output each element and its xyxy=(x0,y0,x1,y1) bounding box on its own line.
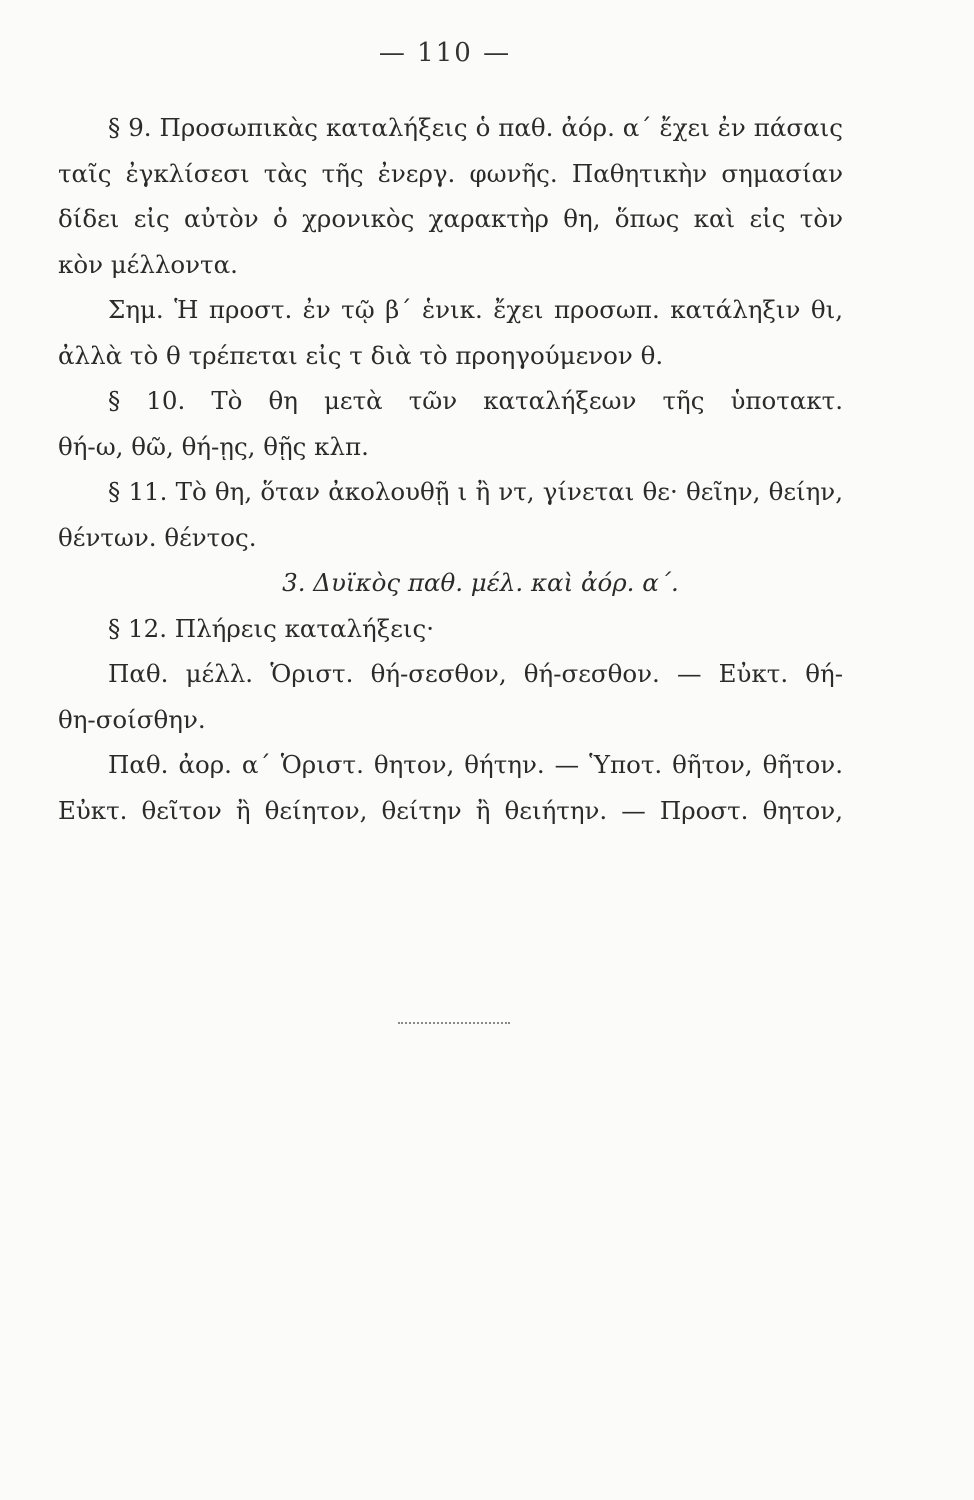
dotted-separator xyxy=(398,1022,510,1024)
text-line: θη-σοίσθην. xyxy=(58,704,206,734)
page-number: — 110 — xyxy=(378,38,512,68)
text-line: § 11. Τὸ θη, ὅταν ἀκολουθῇ ι ἢ ντ, γίνεται θε· θεῖην, θείην, xyxy=(108,477,843,506)
text-line: θή-ω, θῶ, θή-ῃς, θῇς κλπ. xyxy=(58,431,369,461)
text-line: Σημ. Ἡ προστ. ἐν τῷ β΄ ἑνικ. ἔχει προσωπ. κατάληξιν θι, xyxy=(108,295,843,324)
text-line: Παθ. μέλλ. Ὁριστ. θή-σεσθον, θή-σεσθον. — Εὐκτ. θή- xyxy=(108,659,843,688)
text-line: κὸν μέλλοντα. xyxy=(58,249,238,279)
text-line: Εὐκτ. θεῖτον ἢ θείητον, θείτην ἢ θειήτην. — Προστ. θητον, xyxy=(58,795,843,825)
text-line: ἀλλὰ τὸ θ τρέπεται εἰς τ διὰ τὸ προηγούμενον θ. xyxy=(58,340,664,370)
text-line: § 10. Τὸ θη μετὰ τῶν καταλήξεων τῆς ὑποτακτ. xyxy=(108,386,843,415)
text-line: θέντων. θέντος. xyxy=(58,522,257,552)
body-text xyxy=(58,105,843,833)
text-line: § 12. Πλήρεις καταλήξεις· xyxy=(108,613,435,643)
text-line: ταῖς ἐγκλίσεσι τὰς τῆς ἐνεργ. φωνῆς. Παθητικὴν σημασίαν xyxy=(58,158,843,188)
text-line: § 9. Προσωπικὰς καταλήξεις ὁ παθ. ἀόρ. α΄ ἔχει ἐν πάσαις xyxy=(108,113,843,142)
text-line: δίδει εἰς αὐτὸν ὁ χρονικὸς χαρακτὴρ θη, ὅπως καὶ εἰς τὸν xyxy=(58,204,843,233)
text-line: Παθ. ἀορ. α΄ Ὁριστ. θητον, θήτην. — Ὑποτ. θῆτον, θῆτον. xyxy=(108,750,843,779)
text-line: 3. Δυϊκὸς παθ. μέλ. καὶ ἀόρ. α΄. xyxy=(282,568,679,597)
